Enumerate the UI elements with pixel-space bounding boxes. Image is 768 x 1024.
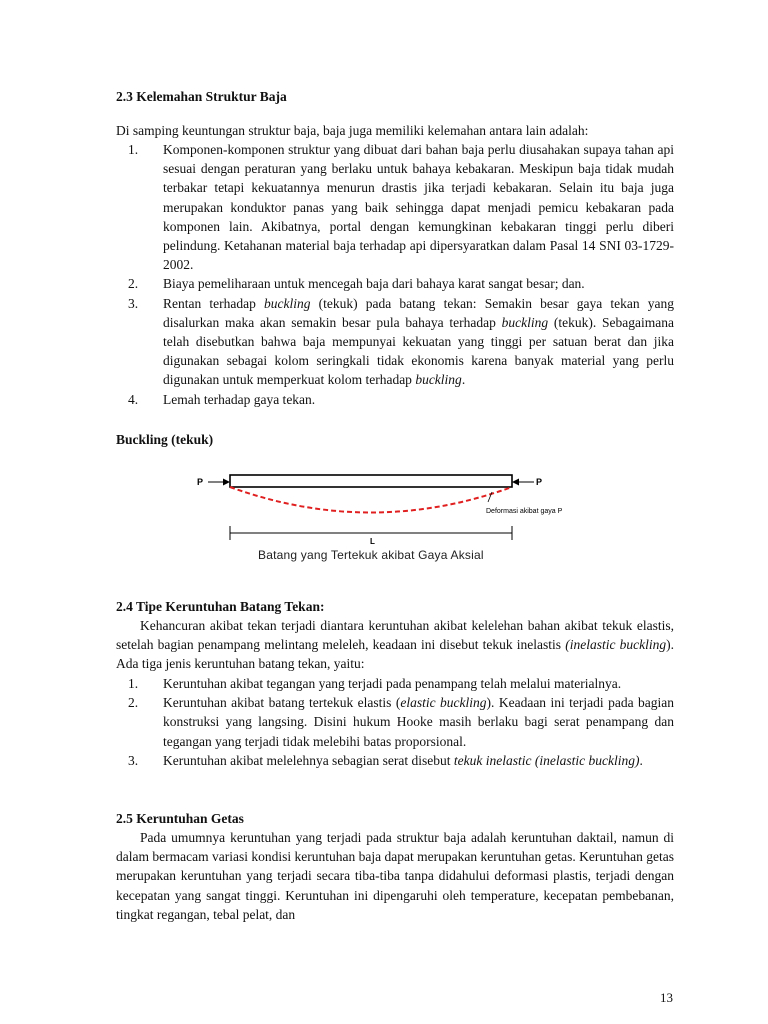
section-2-5-paragraph: Pada umumnya keruntuhan yang terjadi pada struktur baja adalah keruntuhan daktail, namun di dalam bermacam variasi kondisi keruntuhan baja dapat merupakan keruntuhan getas. Keruntuhan getas merupakan keruntuhan yang terjadi secara tiba-tiba tanpa didahului deformasi plastis, terjadi dengan kecepatan yang sangat tinggi. Keruntuhan ini dipengaruhi oleh temperature, kecepatan pembebanan, tingkat regangan, tebal pelat, dan bbox=[116, 830, 674, 922]
arrow-head-left-icon bbox=[223, 479, 230, 486]
list-item: 1. Komponen-komponen struktur yang dibuat dari bahan baja perlu diusahakan supaya tahan api sesuai dengan peraturan yang berlaku untuk bahaya kebakaran. Meskipun baja tidak mudah terbakar tetapi kekuatannya menurun drastis jika terjadi kebakaran. Selain itu baja juga merupakan konduktor panas yang baik sehingga dapat menjadi pemicu kebakaran pada komponen lain. Akibatnya, portal dengan kemungkinan kebakaran tinggi perlu diberi pelindung. Ketahanan material baja terhadap api dipersyaratkan dalam Pasal 14 SNI 03-1729-2002. bbox=[128, 142, 674, 273]
list-item: 4. Lemah terhadap gaya tekan. bbox=[128, 391, 316, 407]
list-item-text: Biaya pemeliharaan untuk mencegah baja dari bahaya karat sangat besar; dan. bbox=[163, 276, 585, 292]
section-2-4-paragraph: Kehancuran akibat tekan terjadi diantara keruntuhan akibat kelelehan bahan akibat tekuk elastis, setelah bagian penampang melintang meleleh, keadaan ini disebut tekuk inelastis (inelastic buckling). Ada tiga jenis keruntuhan batang tekan, yaitu: bbox=[116, 618, 674, 672]
list-item: 2. Keruntuhan akibat batang tertekuk elastis (elastic buckling). Keadaan ini terjadi pada bagian konstruksi yang langsing. Disini hukum Hooke masih berlaku bagi serat penampang dan tegangan yang terjadi tidak melebihi batas proporsional. bbox=[128, 695, 675, 749]
arrow-head-right-icon bbox=[512, 479, 519, 486]
list-item-text: Lemah terhadap gaya tekan. bbox=[163, 391, 316, 407]
section-2-3-list bbox=[116, 140, 674, 409]
deflection-curve bbox=[230, 487, 512, 513]
list-item-text: Keruntuhan akibat tegangan yang terjadi pada penampang telah melalui materialnya. bbox=[163, 676, 622, 691]
list-item: 2. Biaya pemeliharaan untuk mencegah baja dari bahaya karat sangat besar; dan. bbox=[128, 276, 585, 292]
length-label: L bbox=[370, 537, 375, 546]
section-2-3-heading: 2.3 Kelemahan Struktur Baja bbox=[116, 89, 287, 104]
section-2-3-intro: Di samping keuntungan struktur baja, baja juga memiliki kelemahan antara lain adalah: bbox=[116, 123, 589, 138]
force-label-right: P bbox=[536, 477, 543, 487]
list-item: 1. Keruntuhan akibat tegangan yang terjadi pada penampang telah melalui materialnya. bbox=[128, 676, 622, 691]
section-2-4-heading: 2.4 Tipe Keruntuhan Batang Tekan: bbox=[116, 599, 325, 614]
page-number: 13 bbox=[660, 990, 673, 1005]
list-item: 3. Keruntuhan akibat melelehnya sebagian serat disebut tekuk inelastic (inelastic buckling). bbox=[128, 752, 643, 768]
list-item-text: Komponen-komponen struktur yang dibuat dari bahan baja perlu diusahakan supaya tahan api sesuai dengan peraturan yang berlaku untuk bahaya kebakaran. Meskipun baja tidak mudah terbakar tetapi kekuatannya menurun drastis jika terjadi kebakaran. Selain itu baja juga merupakan konduktor panas yang baik sehingga dapat menjadi pemicu kebakaran pada komponen lain. Akibatnya, portal dengan kemungkinan kebakaran tinggi perlu diberi pelindung. Ketahanan material baja terhadap api dipersyaratkan dalam Pasal 14 SNI 03-1729-2002. bbox=[163, 142, 674, 273]
deformation-label: Deformasi akibat gaya P bbox=[486, 508, 563, 515]
beam bbox=[230, 475, 512, 487]
section-2-5-heading: 2.5 Keruntuhan Getas bbox=[116, 811, 244, 826]
buckling-heading: Buckling (tekuk) bbox=[116, 432, 214, 447]
section-2-4-list bbox=[116, 674, 674, 770]
figure-caption: Batang yang Tertekuk akibat Gaya Aksial bbox=[258, 548, 484, 562]
list-item: 3. Rentan terhadap buckling (tekuk) pada batang tekan: Semakin besar gaya tekan yang disalurkan maka akan semakin besar pula bahaya terhadap buckling (tekuk). Sebagaimana telah disebutkan bahwa baja mempunyai kekuatan yang tinggi per satuan berat dan jika digunakan sebagai kolom seringkali tidak ekonomis karena banyak material yang perlu digunakan untuk memperkuat kolom terhadap buckling. bbox=[128, 295, 674, 388]
force-label-left: P bbox=[197, 477, 204, 487]
